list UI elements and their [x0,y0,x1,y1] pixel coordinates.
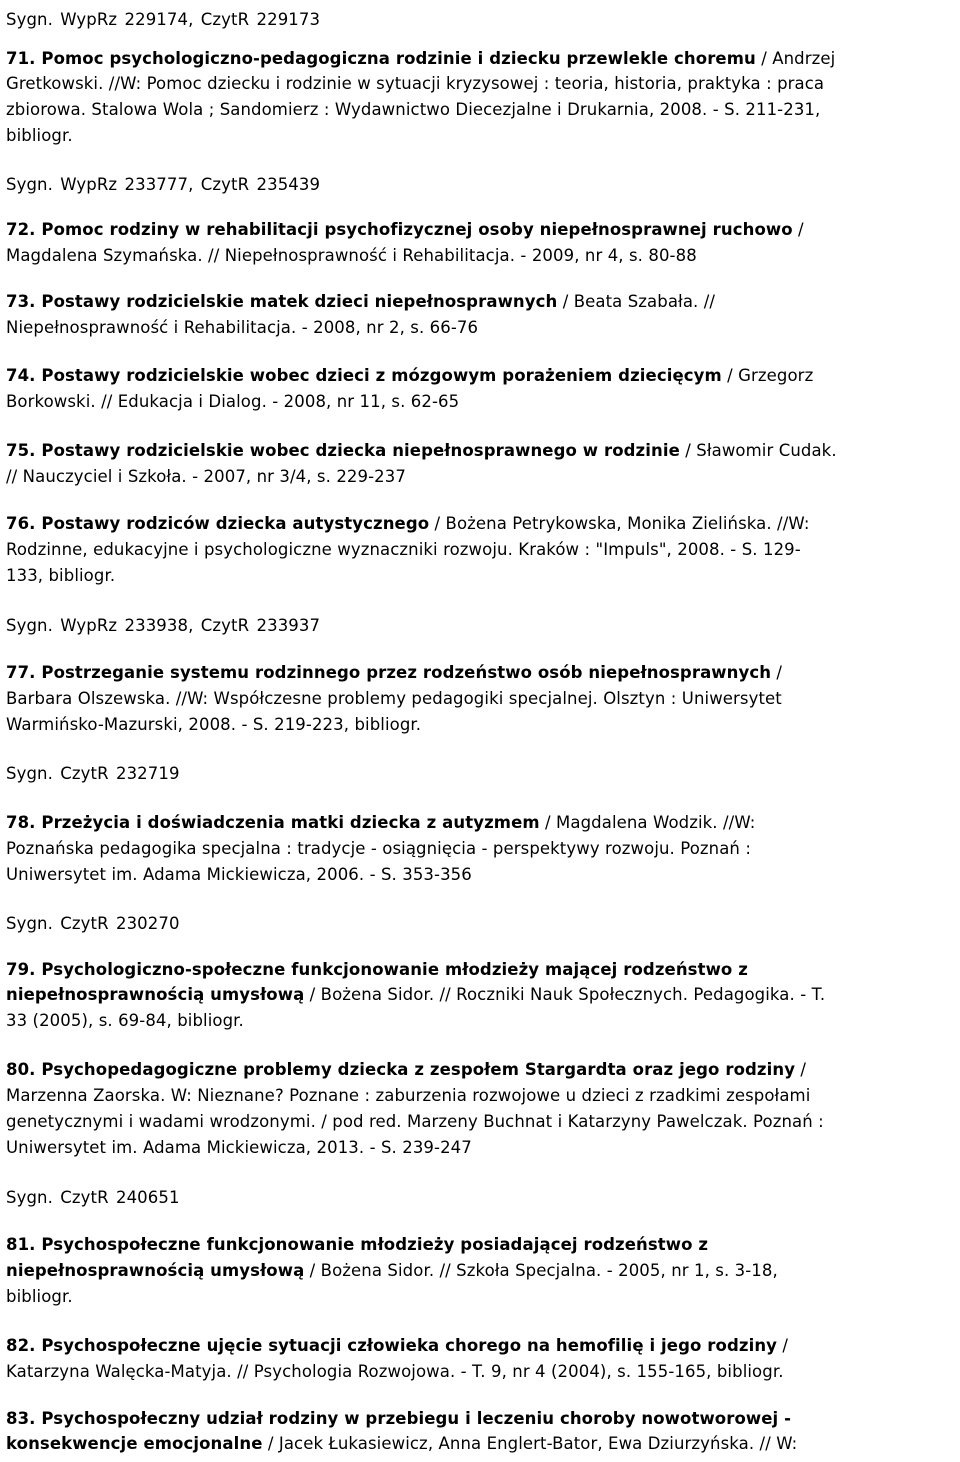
entry-line [6,49,835,69]
entry-continuation-line: zbiorowa. Stalowa Wola ; Sandomierz : Wydawnictwo Diecezjalne i Drukarnia, 2008. - S. 211-231, [6,100,821,119]
entry-continuation-line: Uniwersytet im. Adama Mickiewicza, 2006. - S. 353-356 [6,865,472,884]
entry-line [6,1409,791,1429]
entry-details: / Sławomir Cudak. [679,441,837,460]
entry-continuation-line: Borkowski. // Edukacja i Dialog. - 2008, nr 11, s. 62-65 [6,392,460,411]
call-number-line: Sygn. CzytR 240651 [6,1188,180,1207]
entry-number: 79. [6,960,42,979]
entry-continuation-line: Gretkowski. //W: Pomoc dziecku i rodzinie w sytuacji kryzysowej : teoria, historia, praktyka : praca [6,74,825,93]
entry-title: Postawy rodziców dziecka autystycznego [41,514,430,533]
entry-continuation-line: bibliogr. [6,126,73,145]
entry-details: / [771,663,783,682]
entry-number: 80. [6,1060,42,1079]
entry-title: Pomoc psychologiczno-pedagogiczna rodzinie i dziecku przewlekle choremu [41,49,756,68]
entry-continuation-line: Niepełnosprawność i Rehabilitacja. - 2008, nr 2, s. 66-76 [6,318,479,337]
entry-number: 83. [6,1409,42,1428]
entry-title: Psychospołeczny udział rodziny w przebiegu i leczeniu choroby nowotworowej - [41,1409,792,1428]
entry-line [6,366,813,386]
entry-details: / Beata Szabała. // [557,292,716,311]
entry-title: niepełnosprawnością umysłową [6,985,305,1004]
entry-title: Psychologiczno-społeczne funkcjonowanie młodzieży mającej rodzeństwo z [41,960,748,979]
entry-details: / [795,1060,807,1079]
entry-details: / Andrzej [755,49,836,68]
entry-line [6,663,782,683]
entry-continuation-line: Barbara Olszewska. //W: Współczesne problemy pedagogiki specjalnej. Olsztyn : Uniwersytet [6,689,782,708]
entry-title: Postawy rodzicielskie matek dzieci niepełnosprawnych [41,292,558,311]
entry-line [6,514,809,534]
entry-number: 73. [6,292,42,311]
call-number-line: Sygn. WypRz 233938, CzytR 233937 [6,616,321,635]
entry-number: 82. [6,1336,42,1355]
entry-details: / Jacek Łukasiewicz, Anna Englert-Bator, Ewa Dziurzyńska. // W: [262,1434,798,1453]
entry-title: Przeżycia i doświadczenia matki dziecka z autyzmem [41,813,540,832]
entry-title: Postawy rodzicielskie wobec dzieci z mózgowym porażeniem dziecięcym [41,366,722,385]
entry-continuation-line: Marzenna Zaorska. W: Nieznane? Poznane : zaburzenia rozwojowe u dzieci z rzadkimi zespołami [6,1086,811,1105]
entry-line [6,960,748,980]
entry-details: / [777,1336,789,1355]
entry-number: 72. [6,220,42,239]
entry-number: 75. [6,441,42,460]
entry-line [6,1060,806,1080]
entry-continuation-line: // Nauczyciel i Szkoła. - 2007, nr 3/4, s. 229-237 [6,467,406,486]
entry-line [6,1235,708,1255]
entry-title: Postrzeganie systemu rodzinnego przez rodzeństwo osób niepełnosprawnych [41,663,772,682]
entry-number: 74. [6,366,42,385]
entry-details: / Bożena Sidor. // Szkoła Specjalna. - 2005, nr 1, s. 3-18, [304,1261,778,1280]
entry-continuation-line: 33 (2005), s. 69-84, bibliogr. [6,1011,244,1030]
entry-title: Psychospołeczne funkcjonowanie młodzieży posiadającej rodzeństwo z [41,1235,709,1254]
entry-details: / Bożena Sidor. // Roczniki Nauk Społecznych. Pedagogika. - T. [304,985,826,1004]
entry-continuation-line: Uniwersytet im. Adama Mickiewicza, 2013. - S. 239-247 [6,1138,472,1157]
entry-title: Psychospołeczne ujęcie sytuacji człowieka chorego na hemofilię i jego rodziny [41,1336,778,1355]
entry-line [6,813,755,833]
entry-number: 76. [6,514,42,533]
call-number-line: Sygn. CzytR 232719 [6,764,180,783]
entry-continuation-line: Katarzyna Walęcka-Matyja. // Psychologia Rozwojowa. - T. 9, nr 4 (2004), s. 155-165, bibliogr. [6,1362,784,1381]
entry-details: / [792,220,804,239]
entry-line [6,441,837,461]
entry-details: / Grzegorz [721,366,814,385]
entry-title: Pomoc rodziny w rehabilitacji psychofizycznej osoby niepełnosprawnej ruchowo [41,220,793,239]
entry-line [6,985,825,1005]
entry-title: Postawy rodzicielskie wobec dziecka niepełnosprawnego w rodzinie [41,441,680,460]
entry-continuation-line: Rodzinne, edukacyjne i psychologiczne wyznaczniki rozwoju. Kraków : "Impuls", 2008. - S. 129- [6,540,801,559]
entry-line [6,1261,778,1281]
entry-number: 71. [6,49,42,68]
entry-number: 81. [6,1235,42,1254]
entry-line [6,1336,788,1356]
entry-details: / Bożena Petrykowska, Monika Zielińska. //W: [429,514,810,533]
entry-continuation-line: Magdalena Szymańska. // Niepełnosprawność i Rehabilitacja. - 2009, nr 4, s. 80-88 [6,246,697,265]
entry-title: konsekwencje emocjonalne [6,1434,263,1453]
entry-continuation-line: bibliogr. [6,1287,73,1306]
entry-line [6,292,715,312]
entry-line [6,220,804,240]
entry-continuation-line: Warmińsko-Mazurski, 2008. - S. 219-223, bibliogr. [6,715,422,734]
call-number-line: Sygn. WypRz 233777, CzytR 235439 [6,175,321,194]
entry-continuation-line: 133, bibliogr. [6,566,116,585]
entry-continuation-line: Poznańska pedagogika specjalna : tradycje - osiągnięcia - perspektywy rozwoju. Poznań : [6,839,751,858]
call-number-line: Sygn. WypRz 229174, CzytR 229173 [6,10,321,29]
entry-continuation-line: genetycznymi i wadami wrodzonymi. / pod red. Marzeny Buchnat i Katarzyny Pawelczak. Poznań : [6,1112,824,1131]
entry-details: / Magdalena Wodzik. //W: [539,813,756,832]
entry-title: Psychopedagogiczne problemy dziecka z zespołem Stargardta oraz jego rodziny [41,1060,796,1079]
call-number-line: Sygn. CzytR 230270 [6,914,180,933]
entry-number: 78. [6,813,42,832]
entry-line [6,1434,797,1454]
entry-number: 77. [6,663,42,682]
entry-title: niepełnosprawnością umysłową [6,1261,305,1280]
